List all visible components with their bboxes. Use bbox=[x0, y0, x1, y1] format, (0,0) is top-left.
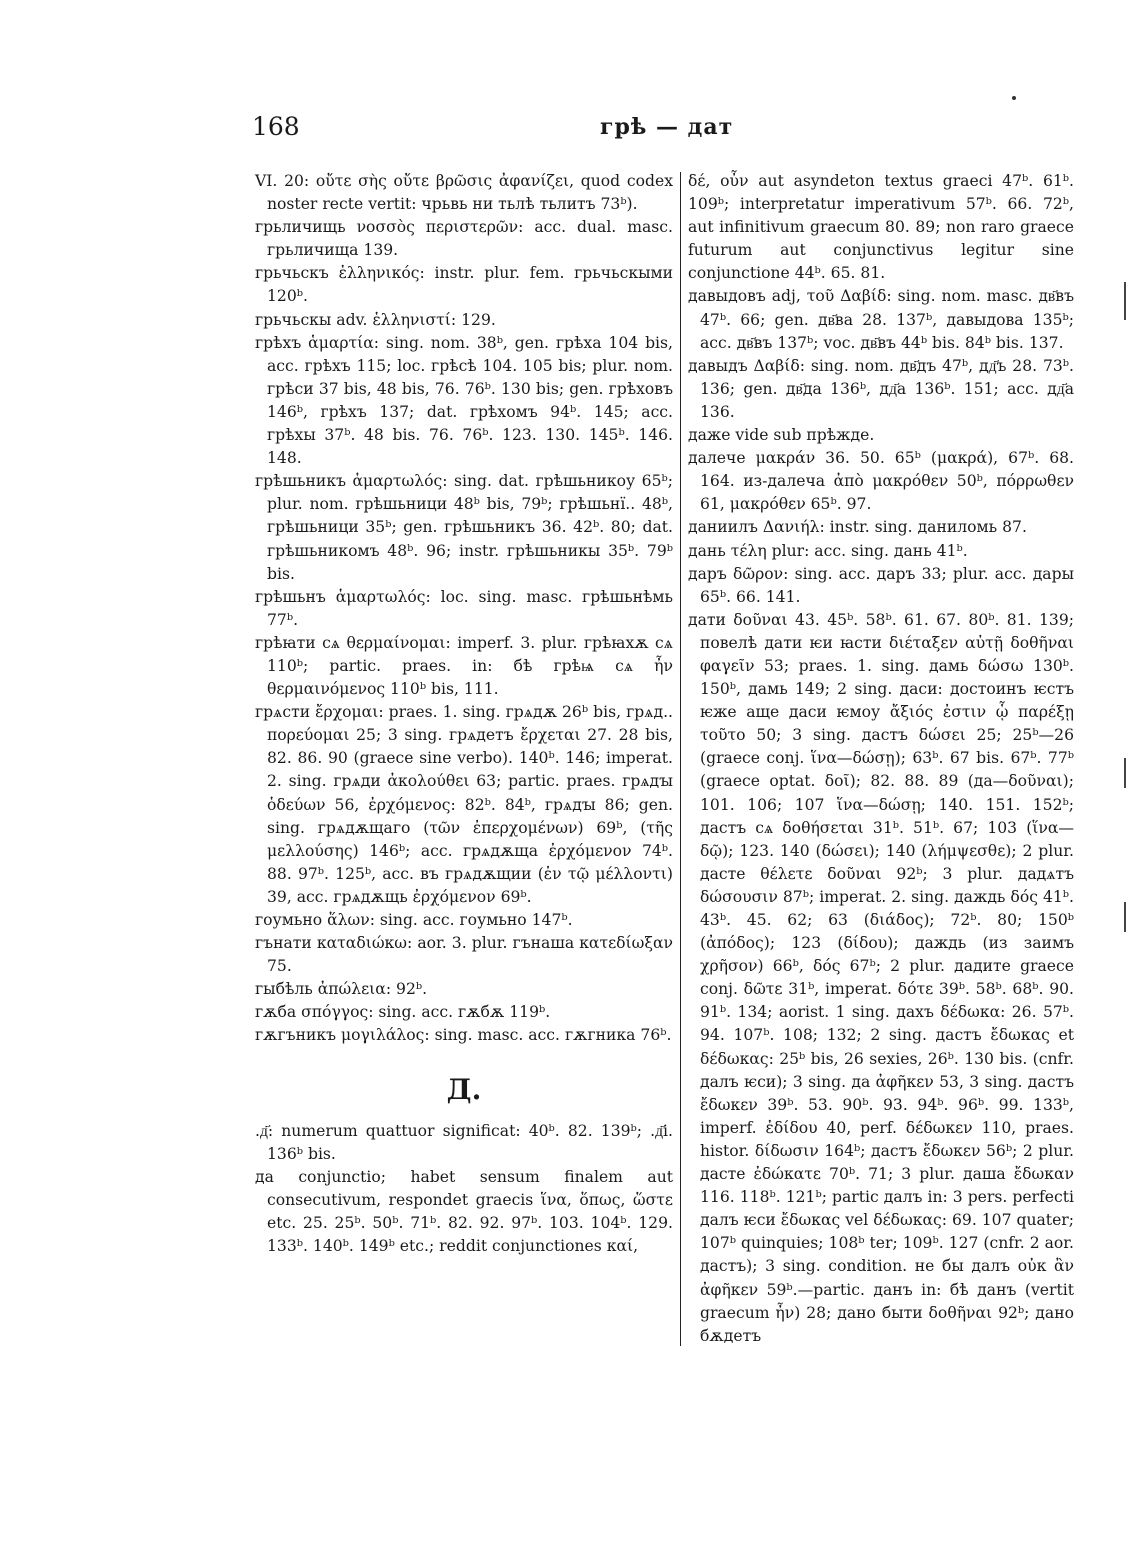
page-number: 168 bbox=[252, 112, 300, 141]
entry: даниилъ Δανιήλ: instr. sing. даниломь 87. bbox=[688, 518, 1027, 537]
entry: VI. 20: οὔτε σὴς οὔτε βρῶσις ἀφανίζει, quod codex noster recte vertit: чрьвь ни тьлѣ тьлитъ 73ᵇ). bbox=[255, 172, 673, 214]
entry: даже vide sub прѣжде. bbox=[688, 426, 875, 445]
margin-mark bbox=[1124, 758, 1126, 788]
print-speck bbox=[1012, 96, 1016, 100]
entry: да conjunctio; habet sensum finalem aut consecutivum, respondet graecis ἵνα, ὅπως, ὥστε etc. 25. 25ᵇ. 50ᵇ. 71ᵇ. 82. 92. 97ᵇ. 103. 104ᵇ. 129. 133ᵇ. 140ᵇ. 149ᵇ etc.; reddit conjunctiones καί, bbox=[255, 1167, 673, 1256]
entry: давыдъ Δαβίδ: sing. nom. дв҃дъ 47ᵇ, дд҃ъ 28. 73ᵇ. 136; gen. дв҃да 136ᵇ, дд҃а 136ᵇ. 151; acc. дд҃а 136. bbox=[688, 356, 1074, 421]
margin-mark bbox=[1124, 902, 1126, 932]
entry: даръ δῶρον: sing. acc. даръ 33; plur. acc. дары 65ᵇ. 66. 141. bbox=[688, 564, 1074, 606]
entry: грѣꙗти сѧ θερμαίνομαι: imperf. 3. plur. грѣꙗхѫ сѧ 110ᵇ; partic. praes. in: бѣ грѣѩ сѧ ἦν θερμαινόμενος 110ᵇ bis, 111. bbox=[255, 633, 673, 699]
entry: гыбѣль ἀπώλεια: 92ᵇ. bbox=[255, 980, 428, 999]
entry: далече μακράν 36. 50. 65ᵇ (μακρά), 67ᵇ. 68. 164. из-далеча ἀπὸ μακρόθεν 50ᵇ, πόρρωθεν 61, μακρόθεν 65ᵇ. 97. bbox=[688, 449, 1074, 514]
section-letter-heading: Д. bbox=[446, 1072, 482, 1106]
entry: грѧсти ἔρχομαι: praes. 1. sing. грѧдѫ 26ᵇ bis, грѧд.. πορεύομαι 25; 3 sing. грѧдетъ ἔρχεται 27. 28 bis, 82. 86. 90 (graece sine verbo). 140ᵇ. 146; imperat. 2. sing. грѧди ἀκολούθει 63; partic. praes. грѧдꙑ ὁδεύων 56, ἐρχόμενος: 82ᵇ. 84ᵇ, грѧдꙑ 86; gen. sing. грѧдѫщаго (τῶν ἐπερχομένων) 69ᵇ, (τῆς μελλούσης) 146ᵇ; acc. грѧдѫща ἐρχόμενον 74ᵇ. 88. 97ᵇ. 125ᵇ, acc. въ грѧдѫщии (ἐν τῷ μέλλοντι) 39, acc. грѧдѫщь ἐρχόμενον 69ᵇ. bbox=[255, 703, 673, 906]
entry: гѫба σπόγγος: sing. acc. гѫбѫ 119ᵇ. bbox=[255, 1003, 551, 1022]
entry: дати δοῦναι 43. 45ᵇ. 58ᵇ. 61. 67. 80ᵇ. 81. 139; повелѣ дати ѥи ꙗсти διέταξεν αὐτῇ δοθῆναι φαγεῖν 53; praes. 1. sing. дамь δώσω 130ᵇ. 150ᵇ, дамь 149; 2 sing. даси: достоинъ ѥстъ ѥже аще даси ѥмоу ἄξιός ἐστιν ᾧ παρέξῃ τοῦτο 50; 3 sing. дастъ δώσει 25; 25ᵇ—26 (graece conj. ἵνα—δώσῃ); 63ᵇ. 67 bis. 67ᵇ. 77ᵇ (graece optat. δοῖ); 82. 88. 89 (да—δοῦναι); 101. 106; 107 ἵνα—δώσῃ; 140. 151. 152ᵇ; дастъ сѧ δοθήσεται 31ᵇ. 51ᵇ. 67; 103 (ἵνα—δῷ); 123. 140 (δώσει); 140 (λήμψεσθε); 2 plur. дасте θέλετε δοῦναι 92ᵇ; 3 plur. дадѧтъ δώσουσιν 87ᵇ; imperat. 2. sing. даждь δός 41ᵇ. 43ᵇ. 45. 62; 63 (διάδος); 72ᵇ. 80; 150ᵇ (ἀπόδος); 123 (δίδου); даждь (из заимъ χρῆσον) 66ᵇ, δός 67ᵇ; 2 plur. дадите graece conj. δῶτε 31ᵇ, imperat. δότε 39ᵇ. 58ᵇ. 68ᵇ. 90. 91ᵇ. 134; aorist. 1 sing. дахъ δέδωκα: 26. 57ᵇ. 94. 107ᵇ. 108; 132; 2 sing. дастъ ἔδωκας et δέδωκας: 25ᵇ bis, 26 sexies, 26ᵇ. 130 bis. (cnfr. далъ ѥси); 3 sing. да ἀφῆκεν 53, 3 sing. дастъ ἔδωκεν 39ᵇ. 53. 90ᵇ. 93. 94ᵇ. 96ᵇ. 99. 133ᵇ, imperf. ἐδίδου 40, perf. δέδωκεν 110, praes. histor. δίδωσιν 164ᵇ; дастъ ἔδωκεν 56ᵇ; 2 plur. дасте ἐδώκατε 70ᵇ. 71; 3 plur. даша ἔδωκαν 116. 118ᵇ. 121ᵇ; partic далъ in: 3 pers. perfecti далъ ѥси ἔδωκας vel δέδωκας: 69. 107 quater; 107ᵇ quinquies; 108ᵇ ter; 109ᵇ. 127 (cnfr. 2 aor. дастъ); 3 sing. condition. не бы далъ οὐκ ἂν ἀφῆκεν 59ᵇ.—partic. данъ in: бѣ данъ (vertit graecum ἦν) 28; дано быти δοθῆναι 92ᵇ; дано бѫдетъ bbox=[688, 610, 1074, 1345]
entry: гънати καταδιώκω: aor. 3. plur. гънаша κατεδίωξαν 75. bbox=[255, 934, 673, 976]
entry: грьчьскъ ἑλληνικός: instr. plur. fem. грьчьскыми 120ᵇ. bbox=[255, 264, 673, 306]
entry: давыдовъ adj, τοῦ Δαβίδ: sing. nom. masc. дв҃въ 47ᵇ. 66; gen. дв҃ва 28. 137ᵇ, давыдова 135ᵇ; acc. дв҃въ 137ᵇ; voc. дв҃въ 44ᵇ bis. 84ᵇ bis. 137. bbox=[688, 287, 1074, 352]
entry: гоумьно ἅλων: sing. acc. гоумьно 147ᵇ. bbox=[255, 911, 573, 929]
right-column bbox=[688, 170, 1074, 1348]
running-head: грѣ — дат bbox=[600, 114, 734, 140]
entry: δέ, οὖν aut asyndeton textus graeci 47ᵇ. 61ᵇ. 109ᵇ; interpretatur imperativum 57ᵇ. 66. 72ᵇ, aut infinitivum graecum 80. 89; non raro graece futurum aut conjunctivus legitur sine conjunctione 44ᵇ. 65. 81. bbox=[688, 172, 1074, 283]
entry: дань τέλη plur: acc. sing. дань 41ᵇ. bbox=[688, 541, 968, 560]
margin-mark bbox=[1124, 282, 1126, 320]
entry: гѫгъникъ μογιλάλος: sing. masc. acc. гѫгника 76ᵇ. bbox=[255, 1026, 672, 1045]
entry: грьчьскы adv. ἑλληνιστί: 129. bbox=[255, 310, 496, 329]
left-column bbox=[255, 170, 673, 1258]
column-divider bbox=[680, 172, 681, 1346]
entry: грѣхъ ἁμαρτία: sing. nom. 38ᵇ, gen. грѣха 104 bis, acc. грѣхъ 115; loc. грѣсѣ 104. 105 bis; plur. nom. грѣси 37 bis, 48 bis, 76. 76ᵇ. 130 bis; gen. грѣховъ 146ᵇ, грѣхъ 137; dat. грѣхомъ 94ᵇ. 145; acc. грѣхы 37ᵇ. 48 bis. 76. 76ᵇ. 123. 130. 145ᵇ. 146. 148. bbox=[255, 333, 673, 468]
entry: грѣшьнъ ἁμαρτωλός: loc. sing. masc. грѣшьнѣмь 77ᵇ. bbox=[255, 587, 673, 629]
entry: грьличищь νοσσὸς περιστερῶν: acc. dual. masc. грьличища 139. bbox=[255, 218, 673, 260]
entry: .д҃: numerum quattuor significat: 40ᵇ. 82. 139ᵇ; .д҃і. 136ᵇ bis. bbox=[255, 1121, 673, 1163]
entry: грѣшьникъ ἁμαρτωλός: sing. dat. грѣшьникоу 65ᵇ; plur. nom. грѣшьници 48ᵇ bis, 79ᵇ; грѣшьнї.. 48ᵇ, грѣшьници 35ᵇ; gen. грѣшьникъ 36. 42ᵇ. 80; dat. грѣшьникомъ 48ᵇ. 96; instr. грѣшьникы 35ᵇ. 79ᵇ bis. bbox=[255, 472, 673, 583]
